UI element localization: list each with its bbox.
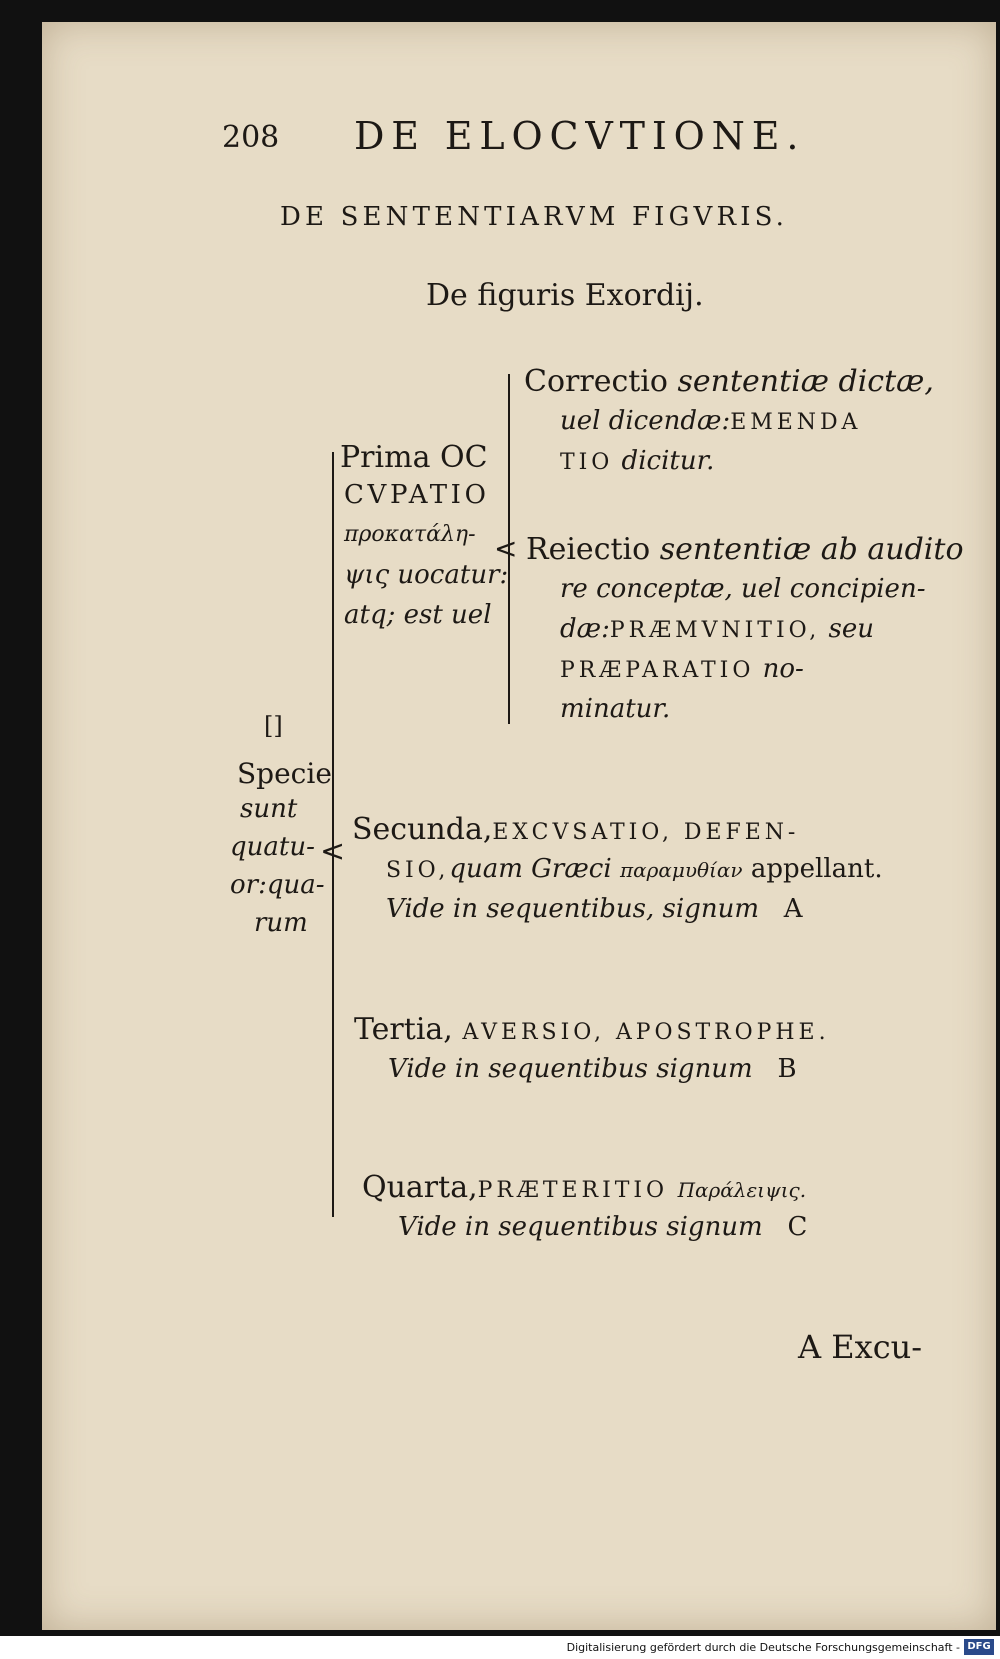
prima-line-4: ψις uocatur: [344, 560, 509, 590]
tertia-line-2: Vide in sequentibus signum B [388, 1054, 797, 1084]
page-number: 208 [222, 120, 280, 155]
left-label-2: sunt [240, 794, 298, 824]
prima-line-2: CVPATIO [344, 480, 490, 510]
section-title: DE SENTENTIARVM FIGVRIS. [280, 202, 789, 232]
main-brace-point: < [320, 834, 346, 869]
left-label-5: rum [254, 908, 308, 938]
digitization-footer [0, 1636, 1000, 1659]
reiectio-line-3: dæ:PRÆMVNITIO, seu [560, 614, 875, 644]
inner-brace-point: < [494, 532, 518, 565]
reiectio-line-1: Reiectio sententiæ ab audito [526, 532, 964, 567]
reiectio-line-4: PRÆPARATIO no- [560, 654, 804, 684]
correctio-line-3: TIO dicitur. [560, 446, 715, 476]
left-label-4: or:qua- [230, 870, 325, 900]
running-title: DE ELOCVTIONE. [354, 114, 806, 158]
left-mark: [] [264, 712, 283, 740]
secunda-line-1: Secunda,EXCVSATIO, DEFEN- [352, 812, 800, 847]
secunda-line-2: SIO,quam Græci παραμυθίαν appellant. [386, 854, 883, 884]
secunda-line-3: Vide in sequentibus, signum A [386, 894, 803, 924]
tertia-line-1: Tertia, AVERSIO, APOSTROPHE. [354, 1012, 830, 1047]
prima-line-5: atq; est uel [344, 600, 492, 630]
dfg-logo: DFG [964, 1639, 994, 1655]
subsection-title: De figuris Exordij. [426, 278, 704, 313]
correctio-line-2: uel dicendæ:EMENDA [560, 406, 862, 436]
left-label-1: Specie [237, 757, 332, 790]
prima-line-1: Prima OC [340, 440, 488, 475]
quarta-line-2: Vide in sequentibus signum C [398, 1212, 808, 1242]
left-label-3: quatu- [230, 832, 315, 862]
footer-text: Digitalisierung gefördert durch die Deutsche Forschungsgemeinschaft - [566, 1641, 960, 1654]
reiectio-line-2: re conceptæ, uel concipien- [560, 574, 926, 604]
reiectio-line-5: minatur. [560, 694, 671, 724]
correctio-line-1: Correctio sententiæ dictæ, [524, 364, 934, 399]
book-page [42, 22, 996, 1630]
quarta-line-1: Quarta,PRÆTERITIO Παράλειψις. [362, 1170, 807, 1205]
prima-line-3: προκατάλη- [344, 522, 476, 547]
catchword: A Excu- [798, 1328, 923, 1366]
